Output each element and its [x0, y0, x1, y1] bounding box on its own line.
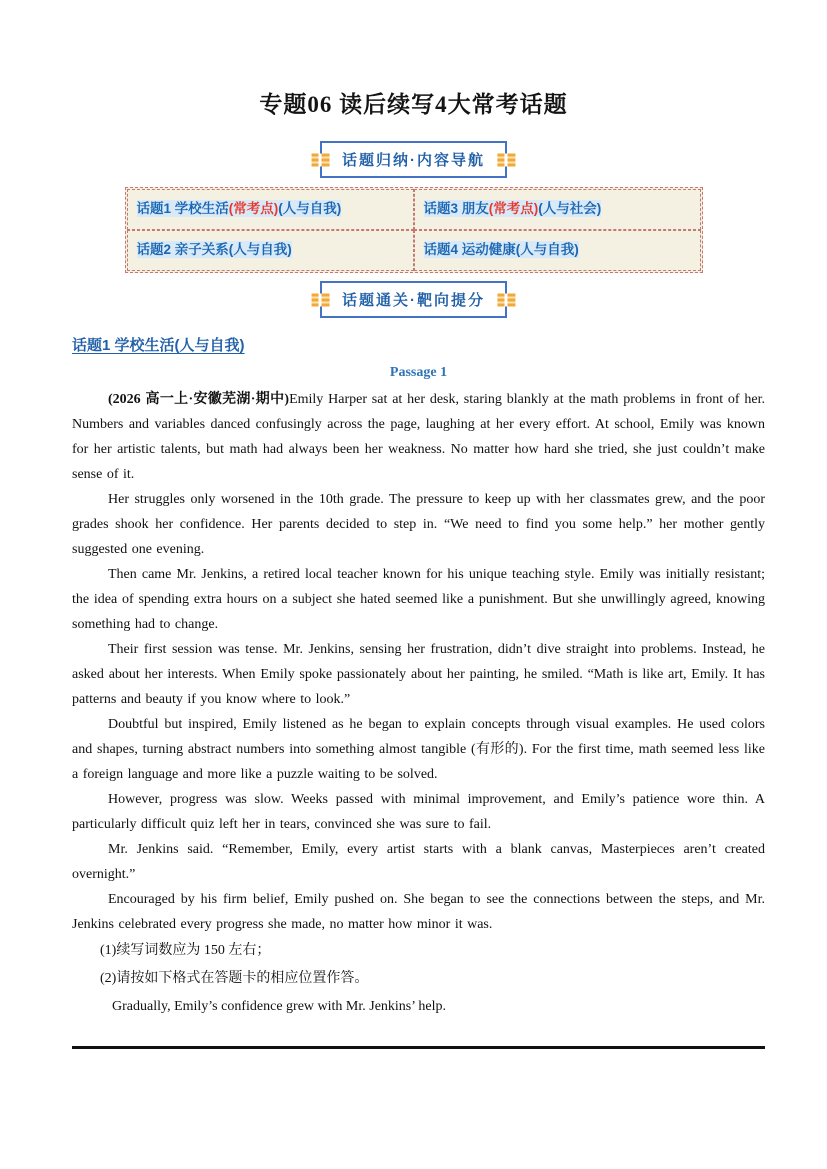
pass-banner-row — [0, 281, 827, 318]
topic-cell-2 — [127, 230, 414, 271]
topic-theme: (人与自我) — [278, 201, 342, 216]
passage-paragraph: Their first session was tense. Mr. Jenkins, sensing her frustration, didn’t dive straight into problems. Instead, he asked about her interests. When Emily spoke passionately about her painting, he smiled. “Math is like art, Emily. It has patterns and beauty if you know where to look.” — [72, 642, 765, 707]
topic-cell-3 — [414, 189, 701, 230]
topic-highlight — [424, 200, 602, 217]
answer-lines — [72, 1046, 765, 1049]
passage-source-tag: (2026 高一上·安徽芜湖·期中) — [108, 392, 290, 407]
topic-cell-4 — [414, 230, 701, 271]
passage-paragraph — [72, 387, 765, 487]
nav-banner-row — [0, 141, 827, 178]
topic-highlight — [137, 241, 292, 258]
topic-cell-1 — [127, 189, 414, 230]
nav-banner — [320, 141, 507, 178]
gold-bars-icon — [312, 293, 330, 306]
pass-banner — [320, 281, 507, 318]
passage-paragraph: Doubtful but inspired, Emily listened as he began to explain concepts through visual examples. He used colors and shapes, turning abstract numbers into something almost tangible (有形的). For the first time, math seemed less like a foreign language and more like a puzzle waiting to be solved. — [72, 717, 765, 782]
passage-paragraph: Her struggles only worsened in the 10th grade. The pressure to keep up with her classmates grew, and the poor grades shook her confidence. Her parents decided to step in. “We need to find you some help.” her mother gently suggested one evening. — [72, 492, 765, 557]
topic-hot-tag: (常考点) — [488, 201, 539, 216]
topic-theme: (人与自我) — [515, 242, 579, 257]
topic-theme: (人与社会) — [538, 201, 602, 216]
pass-banner-label: 话题通关·靶向提分 — [342, 292, 485, 309]
nav-banner-label: 话题归纳·内容导航 — [342, 152, 485, 169]
passage-paragraph: However, progress was slow. Weeks passed with minimal improvement, and Emily’s patience wore thin. A particularly difficult quiz left her in tears, convinced she was sure to fail. — [72, 792, 765, 832]
topic-highlight — [137, 200, 342, 217]
gold-bars-icon — [497, 153, 515, 166]
answer-blank-line — [72, 1048, 765, 1049]
content-area — [0, 318, 827, 1049]
gold-bars-icon — [312, 153, 330, 166]
topic-name: 话题2 亲子关系 — [136, 242, 229, 257]
document-title: 专题06 读后续写4大常考话题 — [259, 92, 568, 117]
paragraph-text: Emily Harper sat at her desk, staring blankly at the math problems in front of her. Numbers and variables danced confusingly across the page, laughing at her every effort. At school, Emily was known for her artistic talents, but math had always been her weakness. No matter how hard she tried, she just couldn’t make sense of it. — [72, 392, 766, 482]
topic-theme: (人与自我) — [228, 242, 292, 257]
continuation-lead-sentence: Gradually, Emily’s confidence grew with Mr. Jenkins’ help. — [112, 999, 446, 1014]
passage-paragraph: Then came Mr. Jenkins, a retired local teacher known for his unique teaching style. Emily was initially resistant; the idea of spending extra hours on a subject she hated seemed like a punishment. But she unwillingly agreed, knowing something had to change. — [72, 567, 765, 632]
instruction-note-2: (2)请按如下格式在答题卡的相应位置作答。 — [100, 971, 369, 986]
topic-name: 话题1 学校生活 — [136, 201, 229, 216]
passage-paragraph: Encouraged by his firm belief, Emily pushed on. She began to see the connections between the steps, and Mr. Jenkins celebrated every progress she made, no matter how minor it was. — [72, 892, 765, 932]
topic-name: 话题3 朋友 — [423, 201, 489, 216]
topic-name: 话题4 运动健康 — [423, 242, 516, 257]
topic-hot-tag: (常考点) — [228, 201, 279, 216]
passage-label: Passage 1 — [389, 365, 448, 380]
instruction-note-1: (1)续写词数应为 150 左右； — [100, 943, 271, 958]
topic-table — [125, 187, 703, 273]
pass-banner-label — [497, 293, 515, 306]
passage-paragraph: Mr. Jenkins said. “Remember, Emily, every artist starts with a blank canvas, Masterpieces aren’t created overnight.” — [72, 842, 765, 882]
section-heading: 话题1 学校生活(人与自我) — [72, 337, 245, 354]
topic-highlight — [424, 241, 579, 258]
